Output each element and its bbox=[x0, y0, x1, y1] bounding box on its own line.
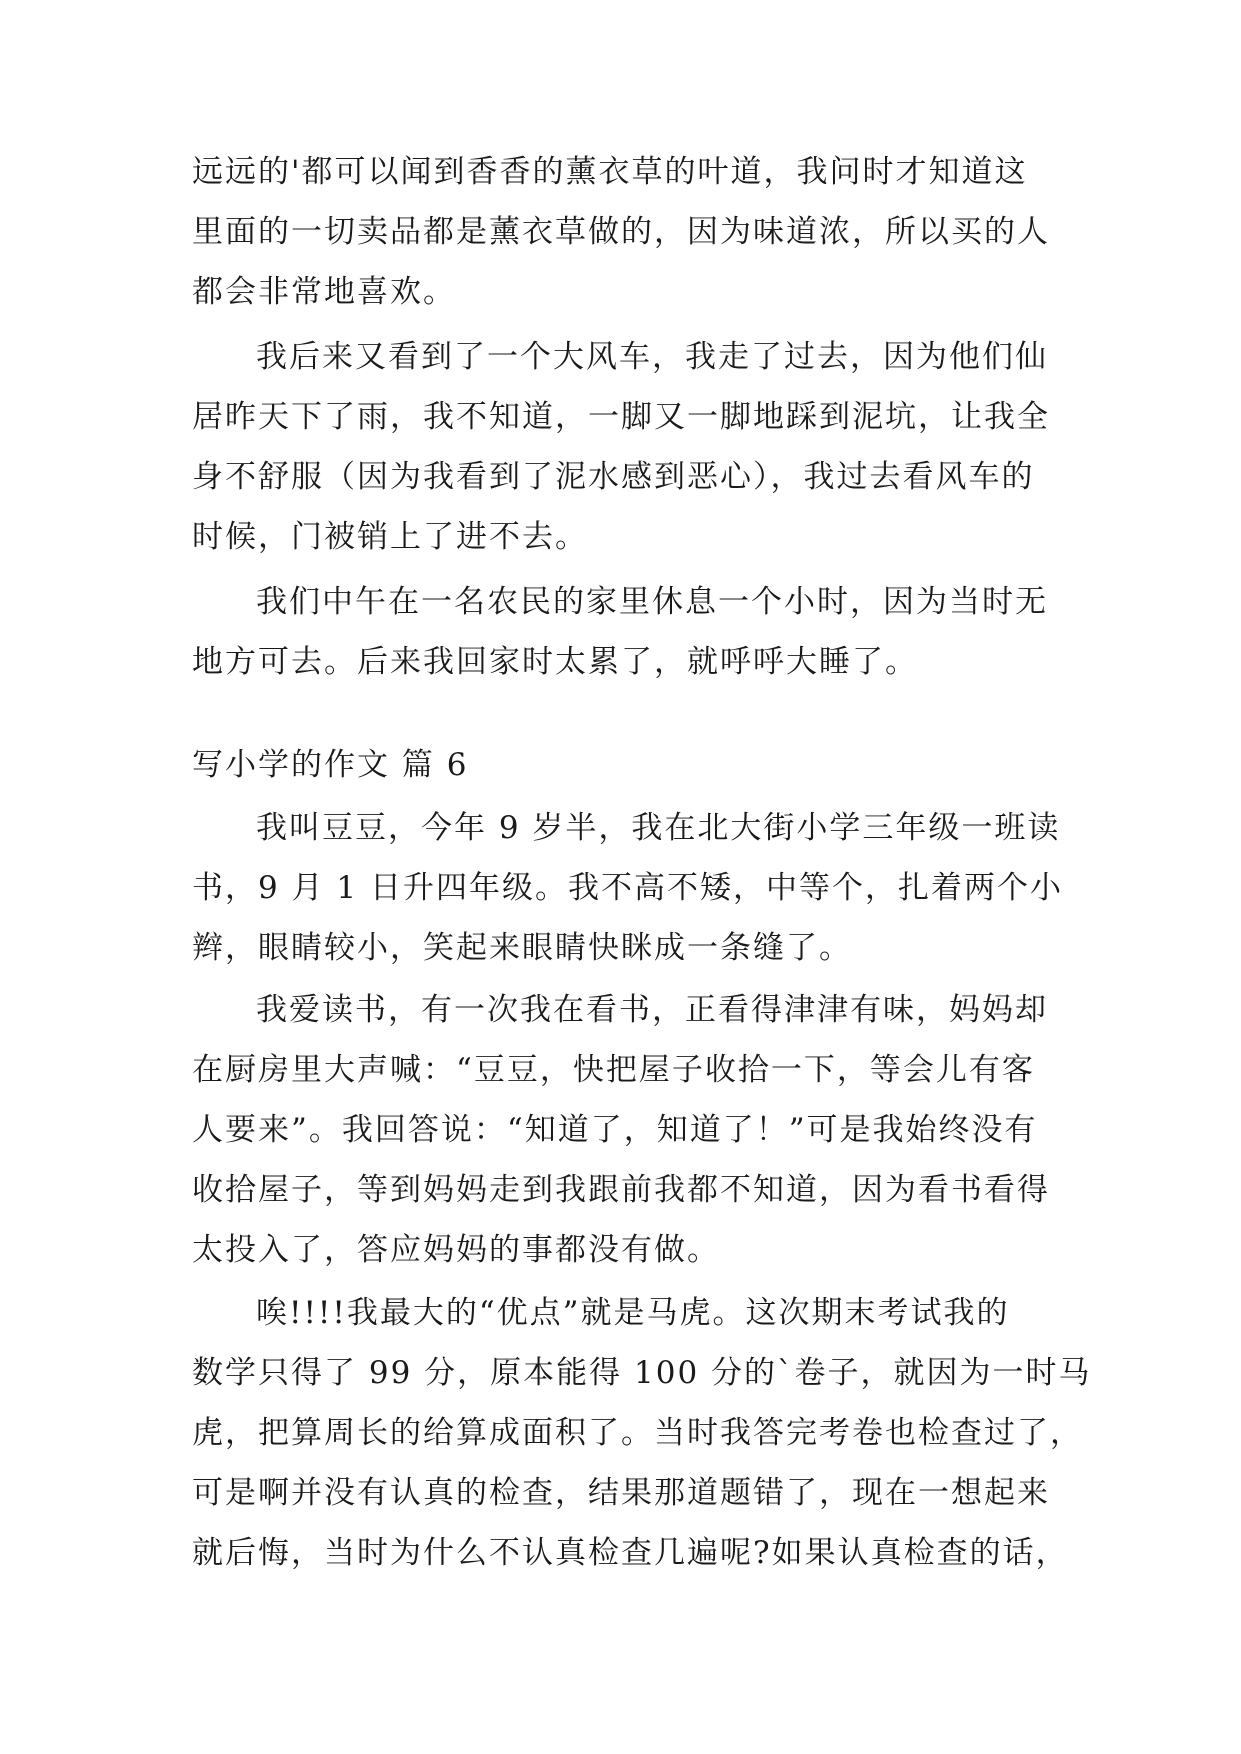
paragraph-line: 虎，把算周长的给算成面积了。当时我答完考卷也检查过了， bbox=[192, 1415, 1083, 1451]
paragraph-line: 唉!!!!我最大的“优点”就是马虎。这次期末考试我的 bbox=[256, 1295, 1010, 1331]
paragraph-line: 可是啊并没有认真的检查，结果那道题错了，现在一想起来 bbox=[192, 1475, 1050, 1511]
paragraph-line: 数学只得了 99 分，原本能得 100 分的`卷子，就因为一时马 bbox=[192, 1355, 1092, 1391]
paragraph-line: 我后来又看到了一个大风车，我走了过去，因为他们仙 bbox=[256, 339, 1048, 375]
paragraph-5 bbox=[192, 980, 1054, 1280]
paragraph-line: 就后悔，当时为什么不认真检查几遍呢?如果认真检查的话， bbox=[192, 1535, 1069, 1571]
paragraph-line: 人要来”。我回答说：“知道了，知道了！”可是我始终没有 bbox=[192, 1112, 1038, 1148]
paragraph-line: 地方可去。后来我回家时太累了，就呼呼大睡了。 bbox=[192, 644, 918, 680]
paragraph-line: 书，9 月 1 日升四年级。我不高不矮，中等个，扎着两个小 bbox=[192, 870, 1064, 906]
paragraph-line: 我爱读书，有一次我在看书，正看得津津有味，妈妈却 bbox=[256, 992, 1048, 1028]
paragraph-line: 远远的'都可以闻到香香的薰衣草的叶道，我问时才知道这 bbox=[192, 154, 1028, 190]
paragraph-line: 收拾屋子，等到妈妈走到我跟前我都不知道，因为看书看得 bbox=[192, 1172, 1050, 1208]
paragraph-line: 里面的一切卖品都是薰衣草做的，因为味道浓，所以买的人 bbox=[192, 214, 1050, 250]
paragraph-6 bbox=[192, 1283, 1092, 1583]
paragraph-3 bbox=[192, 572, 1054, 692]
paragraph-line: 我叫豆豆，今年 9 岁半，我在北大街小学三年级一班读 bbox=[256, 810, 1061, 846]
section-heading-text: 写小学的作文 篇 6 bbox=[192, 747, 469, 783]
section-heading bbox=[192, 735, 1054, 795]
paragraph-1 bbox=[192, 142, 1054, 322]
paragraph-4 bbox=[192, 798, 1064, 978]
paragraph-line: 在厨房里大声喊：“豆豆，快把屋子收拾一下，等会儿有客 bbox=[192, 1052, 1035, 1088]
paragraph-line: 太投入了，答应妈妈的事都没有做。 bbox=[192, 1232, 720, 1268]
paragraph-line: 辫，眼睛较小，笑起来眼睛快眯成一条缝了。 bbox=[192, 930, 852, 966]
paragraph-line: 身不舒服（因为我看到了泥水感到恶心），我过去看风车的 bbox=[192, 459, 1035, 495]
paragraph-line: 我们中午在一名农民的家里休息一个小时，因为当时无 bbox=[256, 584, 1048, 620]
paragraph-2 bbox=[192, 327, 1054, 567]
paragraph-line: 都会非常地喜欢。 bbox=[192, 274, 456, 310]
paragraph-line: 居昨天下了雨，我不知道，一脚又一脚地踩到泥坑，让我全 bbox=[192, 399, 1050, 435]
paragraph-line: 时候，门被销上了进不去。 bbox=[192, 519, 588, 555]
